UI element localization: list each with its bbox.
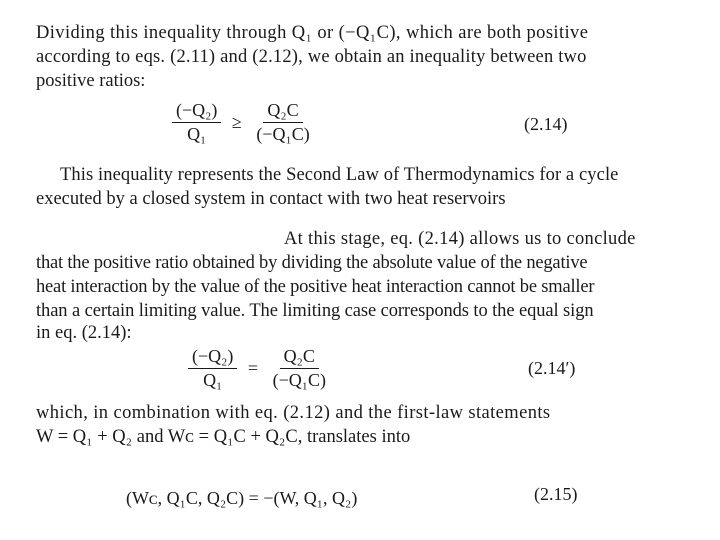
- equation-number: (2.15): [534, 484, 578, 504]
- numerator: (−Q₂): [172, 100, 221, 123]
- text-line: than a certain limiting value. The limiting case corresponds to the equal sign: [36, 301, 594, 321]
- fraction-left: [188, 346, 237, 391]
- equation-2-14-prime: [188, 346, 330, 391]
- numerator: (−Q₂): [188, 346, 237, 369]
- text-line: heat interaction by the value of the positive heat interaction cannot be smaller: [36, 277, 595, 297]
- relation-symbol: ≥: [231, 112, 242, 132]
- text-line: that the positive ratio obtained by dividing the absolute value of the negative: [36, 253, 588, 273]
- numerator: Q₂C: [263, 100, 302, 123]
- text-line: This inequality represents the Second Law of Thermodynamics for a cycle: [60, 165, 619, 185]
- text-line: Dividing this inequality through Q₁ or (−Q₁C), which are both positive: [36, 23, 589, 43]
- text-line: At this stage, eq. (2.14) allows us to conclude: [284, 229, 636, 249]
- denominator: Q₁: [187, 124, 207, 144]
- fraction-right: [269, 346, 330, 391]
- equation-2-15: (Wᴄ, Q₁C, Q₂C) = −(W, Q₁, Q₂): [126, 488, 358, 508]
- numerator: Q₂C: [280, 346, 319, 369]
- text-line: W = Q₁ + Q₂ and Wᴄ = Q₁C + Q₂C, translates into: [36, 427, 411, 447]
- relation-symbol: =: [247, 358, 259, 378]
- text-line: executed by a closed system in contact with two heat reservoirs: [36, 189, 506, 209]
- denominator: (−Q₁C): [272, 370, 326, 390]
- text-line: positive ratios:: [36, 71, 146, 91]
- denominator: Q₁: [203, 370, 223, 390]
- text-line: which, in combination with eq. (2.12) and the first-law statements: [36, 403, 551, 423]
- fraction-left: [172, 100, 221, 145]
- fraction-right: [252, 100, 313, 145]
- denominator: (−Q₁C): [256, 124, 310, 144]
- equation-2-14: [172, 100, 314, 145]
- text-line: according to eqs. (2.11) and (2.12), we obtain an inequality between two: [36, 47, 587, 67]
- equation-number: (2.14′): [528, 358, 576, 378]
- text-line: in eq. (2.14):: [36, 323, 132, 343]
- equation-number: (2.14): [524, 114, 568, 134]
